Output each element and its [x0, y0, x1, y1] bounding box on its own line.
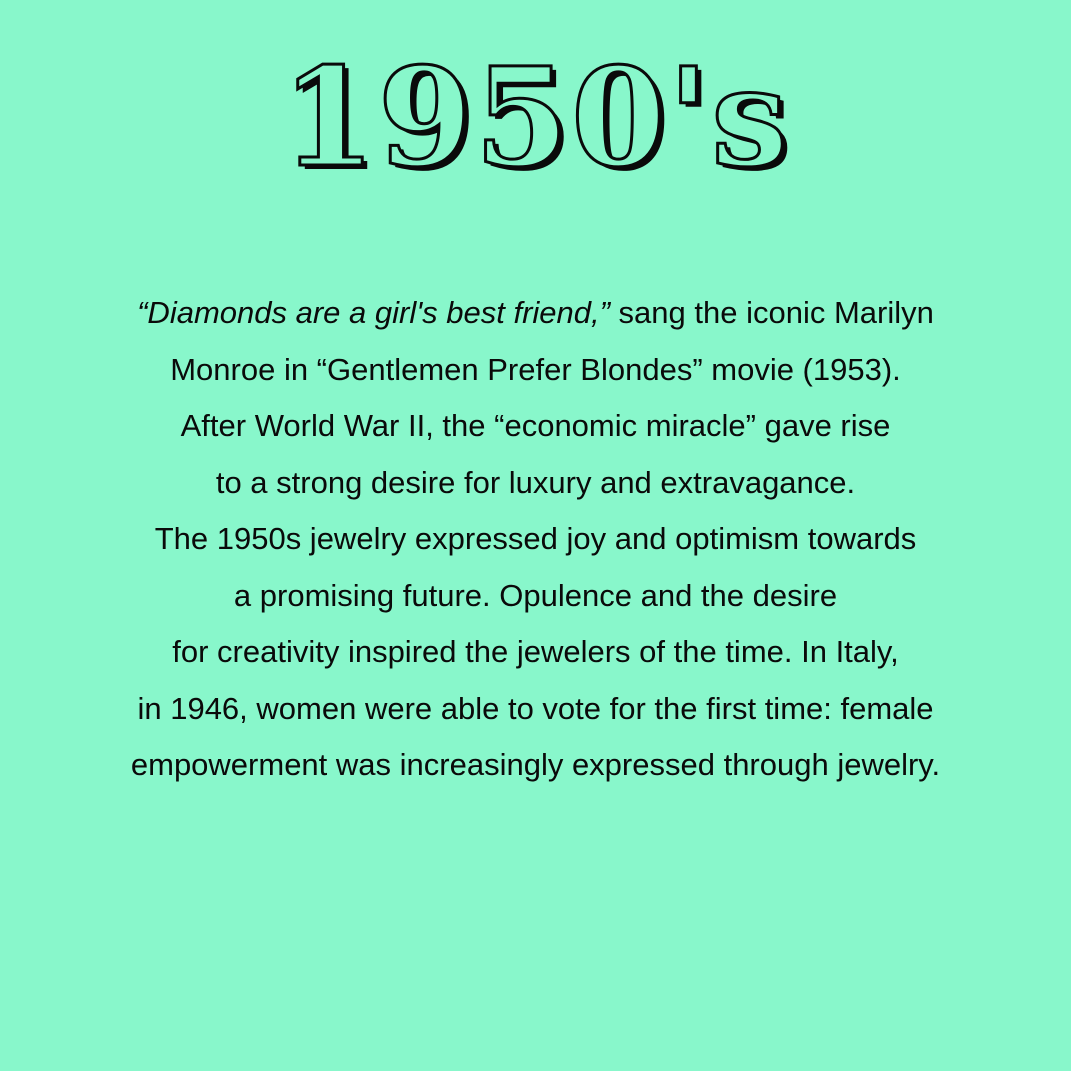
text-line: a promising future. Opulence and the desire — [233, 577, 838, 613]
quote-attribution-text: sang the iconic Marilyn — [609, 295, 934, 330]
quote-text: “Diamonds are a girl's best friend,” — [137, 295, 610, 330]
page-title: 1950's — [281, 38, 790, 198]
text-line — [20, 285, 1051, 342]
text-line: After World War II, the “economic miracle” gave rise — [180, 408, 891, 443]
text-line: in 1946, women were able to vote for the first time: female — [137, 690, 934, 726]
text-line: empowerment was increasingly expressed through jewelry. — [130, 747, 941, 782]
text-line: to a strong desire for luxury and extravagance. — [215, 464, 856, 500]
text-line: The 1950s jewelry expressed joy and optimism towards — [154, 521, 917, 556]
body-paragraph — [20, 285, 1051, 794]
text-line: for creativity inspired the jewelers of the time. In Italy, — [172, 634, 899, 669]
text-line: Monroe in “Gentlemen Prefer Blondes” movie (1953). — [170, 351, 901, 387]
